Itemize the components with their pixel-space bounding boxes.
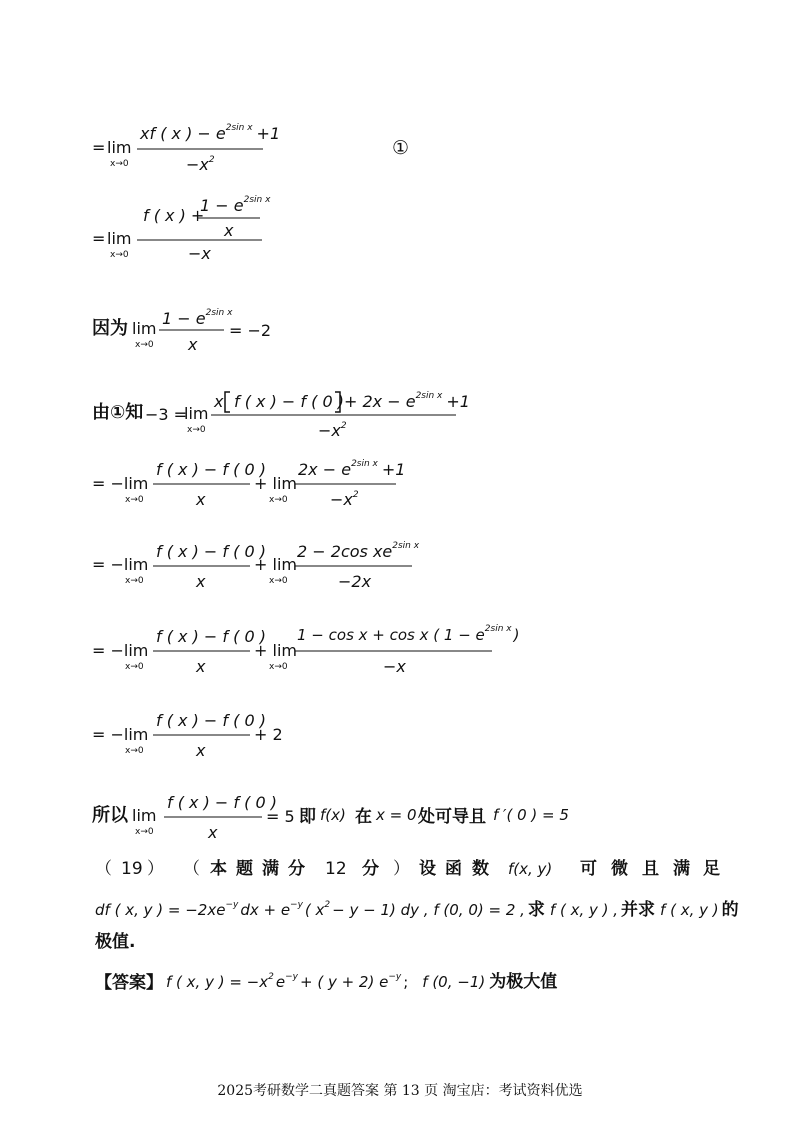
plus-lim: + lim [254,641,297,660]
frac1-numerator: f ( x ) − f ( 0 ) [156,460,266,479]
frac1-numerator: f ( x ) − f ( 0 ) [156,542,266,561]
because-text: 因为 [92,318,128,339]
lhs: −3 = [145,405,188,424]
lim-subscript: x→0 [187,425,206,435]
neg-lim: = −lim [92,641,149,660]
lim-subscript: x→0 [110,250,129,260]
step-1 [92,123,409,174]
answer-line [95,971,557,993]
step-7 [92,624,519,676]
text-ji: 即 [299,807,316,827]
step-8 [92,711,283,760]
frac2-denominator: −x [383,657,406,676]
frac2-denominator: $-x^2$ [330,490,359,509]
text-zai: 在 [355,807,372,827]
question-line-2: df ( x, y ) = $-2xe^{-y}$ dx + $e^{-y}$ ( $x^2 - y - 1$) dy , f (0, 0) = 2 , 求 f ( x, y ) , 并求 f ( x, y ) 的 [95,900,739,920]
lim-subscript: x→0 [125,662,144,672]
lim-subscript: x→0 [110,159,129,169]
lim-subscript: x→0 [125,495,144,505]
neg-lim: = −lim [92,474,149,493]
frac1-denominator: x [196,657,206,676]
step-6 [92,541,420,591]
lim-subscript-2: x→0 [269,662,288,672]
lim-subscript-2: x→0 [269,495,288,505]
lim-operator: lim [132,806,157,825]
frac2-numerator: 2 − 2cos $xe^{2sin x}$ [297,541,420,561]
plus-two: + 2 [254,725,283,744]
text-differentiable: 处可导且 [418,807,486,827]
numerator: f ( x ) − f ( 0 ) [167,793,277,812]
numerator: $1 - e^{2sin x}$ [162,308,233,328]
numerator-rest: + $2x - e^{2sin x} +1$ [344,391,470,411]
denominator: $-x^2$ [318,421,347,440]
result: = −2 [229,321,272,340]
step-4 [92,391,470,440]
lim-subscript: x→0 [125,576,144,586]
inner-denominator: x [224,221,234,240]
inner-numerator: $1 - e^{2sin x}$ [200,195,271,215]
neg-lim: = −lim [92,725,149,744]
from-marker-text: 由①知 [92,402,144,423]
numerator: xf ( x ) − $e^{2sin x} +1$ [140,123,281,143]
lim-operator: lim [107,138,132,157]
numerator-x: x [214,392,224,411]
frac1-denominator: x [196,741,206,760]
answer-formula: f ( x, y ) = $-x^2$ $e^{-y}$ + ( y + 2) $e^{-y}$ ; f (0, −1) 为极大值 [166,972,558,992]
equals-sign: = [92,138,106,157]
frac1-numerator: f ( x ) − f ( 0 ) [156,711,266,730]
lim-operator: lim [132,319,157,338]
plus-lim: + lim [254,474,297,493]
circled-one-marker: ① [392,137,410,159]
lim-operator: lim [107,229,132,248]
numerator-term: f ( x ) + [143,206,205,225]
page-footer: 2025考研数学二真题答案 第 13 页 淘宝店：考试资料优选 [217,1083,583,1099]
step-2 [92,195,271,263]
f-prime-zero: f ′( 0 ) = 5 [493,806,569,824]
lim-subscript-2: x→0 [269,576,288,586]
numerator-bracket-content: f ( x ) − f ( 0 ) [234,392,344,411]
plus-lim: + lim [254,555,297,574]
frac2-numerator: 1 − cos x + cos x ( $1 - e^{2sin x}$ ) [297,624,520,644]
lim-subscript: x→0 [135,340,154,350]
frac1-numerator: f ( x ) − f ( 0 ) [156,627,266,646]
step-5 [92,459,405,509]
question-line-3: 极值. [95,932,136,952]
left-bracket [225,392,230,412]
step-9 [92,793,569,842]
question-19 [95,858,739,952]
therefore-text: 所以 [92,805,128,826]
x-equals-zero: x = 0 [376,806,417,824]
denominator: −x [188,244,211,263]
equals-five: = 5 [266,807,295,826]
neg-lim: = −lim [92,555,149,574]
frac1-denominator: x [196,490,206,509]
frac2-denominator: −2x [338,572,372,591]
equals-sign: = [92,229,106,248]
answer-label: 【答案】 [95,973,163,993]
question-line-1: （ 19 ） （ 本 题 满 分 12 分 ） 设 函 数 f(x, y) 可 微 且 满 足 [95,859,720,879]
fx: f(x) [320,806,346,824]
lim-operator: lim [184,404,209,423]
frac2-numerator: $2x - e^{2sin x} +1$ [298,459,406,479]
frac1-denominator: x [196,572,206,591]
denominator: x [188,335,198,354]
lim-subscript: x→0 [125,746,144,756]
lim-subscript: x→0 [135,827,154,837]
denominator: x [208,823,218,842]
step-3 [92,308,271,354]
denominator: $-x^2$ [186,155,215,174]
